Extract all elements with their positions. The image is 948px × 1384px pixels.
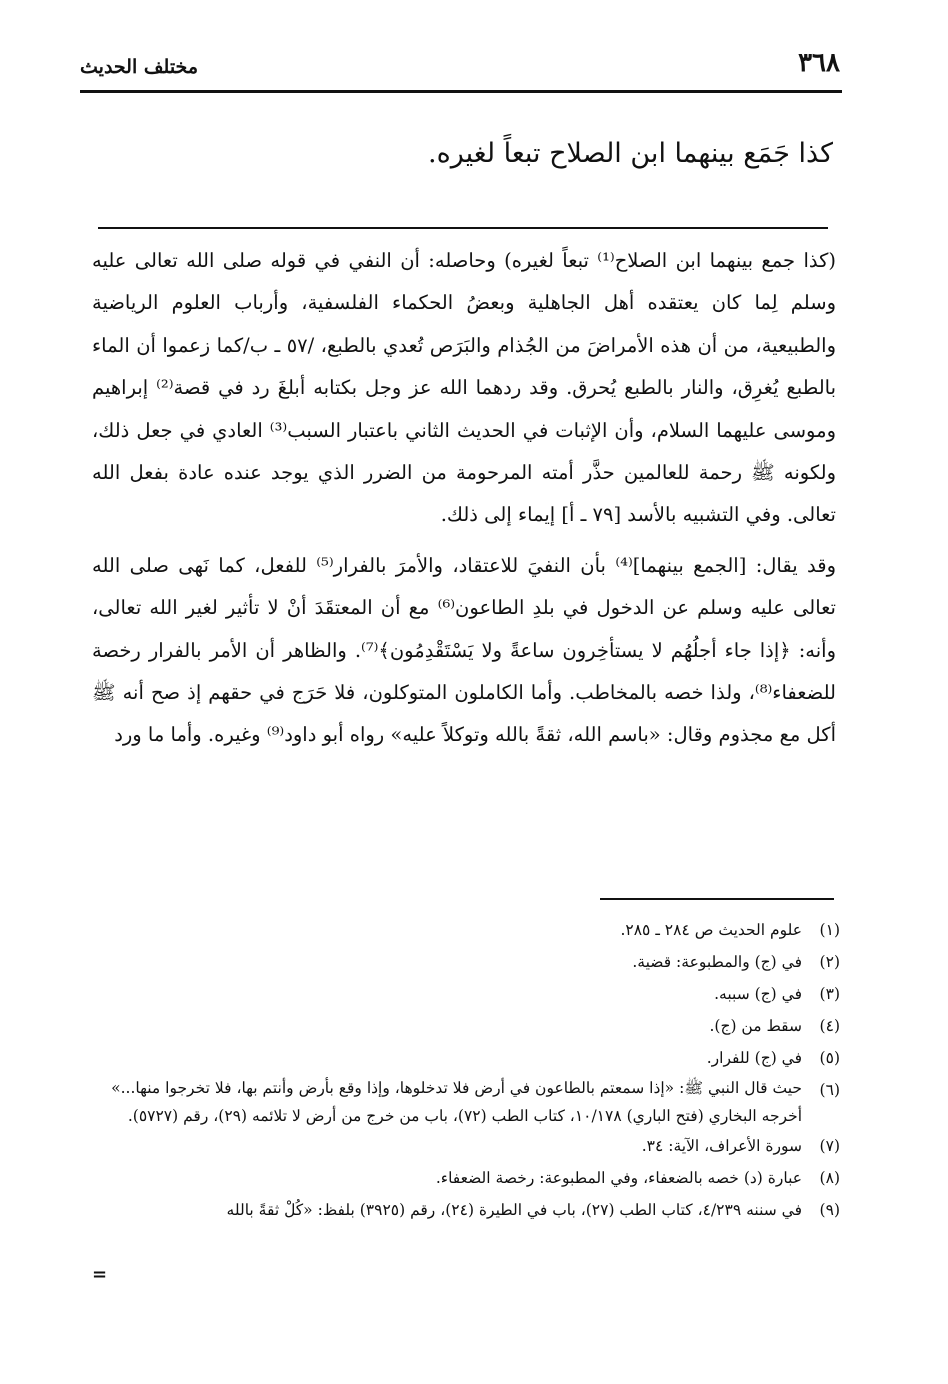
footnote-5: [80, 1042, 840, 1074]
running-title: مختلف الحديث: [80, 56, 198, 78]
footnote-3: [80, 978, 840, 1010]
footnote-text: سقط من (ج).: [709, 1017, 802, 1035]
matn-text: كذا جَمَع بينهما ابن الصلاح تبعاً لغيره.: [428, 138, 833, 169]
footnote-number: (١): [819, 921, 840, 939]
commentary: [92, 240, 836, 757]
footnote-number: (٧): [819, 1137, 840, 1155]
matn-separator: [98, 227, 828, 229]
footnotes: [80, 914, 840, 1226]
page-number: ٣٦٨: [798, 48, 840, 78]
footnote-text: في (ج) والمطبوعة: قضية.: [632, 953, 802, 971]
footnote-rule: [600, 898, 834, 900]
header-rule: [80, 90, 842, 93]
footnote-6: [80, 1074, 840, 1130]
footnote-text: في سننه ٤/٢٣٩، كتاب الطب (٢٧)، باب في الطيرة (٢٤)، رقم (٣٩٢٥) بلفظ: «كُلْ ثقةً بالله: [226, 1201, 802, 1219]
footnote-8: [80, 1162, 840, 1194]
footnote-2: [80, 946, 840, 978]
footnote-9: [80, 1194, 840, 1226]
footnote-7: [80, 1130, 840, 1162]
page-header: [80, 48, 840, 88]
footnote-4: [80, 1010, 840, 1042]
footnote-text: في (ج) سببه.: [714, 985, 802, 1003]
footnote-1: [80, 914, 840, 946]
footnote-number: (٩): [819, 1201, 840, 1219]
footnote-number: (٨): [819, 1169, 840, 1187]
continuation-mark: =: [92, 1264, 108, 1285]
footnote-number: (٤): [819, 1017, 840, 1035]
footnote-number: (٥): [819, 1049, 840, 1067]
footnote-text: سورة الأعراف، الآية: ٣٤.: [641, 1137, 802, 1155]
footnote-text: في (ج) للفرار.: [706, 1049, 802, 1067]
footnote-number: (٢): [819, 953, 840, 971]
footnote-number: (٣): [819, 985, 840, 1003]
commentary-paragraph-1: (كذا جمع بينهما ابن الصلاح⁽¹⁾ تبعاً لغيره) وحاصله: أن النفي في قوله صلى الله تعالى عليه وسلم لِما كان يعتقده أهل الجاهلية وبعضُ الحكماء الفلسفية، وأرباب العلوم الرياضية والطبيعية، من أن هذه الأمراضَ من الجُذام والبَرَص تُعدي بالطبع، /٥٧ ـ ب/كما زعموا أن الماء بالطبع يُغرِق، والنار بالطبع يُحرق. وقد ردهما الله عز وجل بكتابه أبلغَ رد في قصة⁽²⁾ إبراهيم وموسى عليهما السلام، وأن الإثبات في الحديث الثاني باعتبار السبب⁽³⁾ العادي في جعل ذلك، ولكونه ﷺ رحمة للعالمين حذَّر أمته المرحومة من الضرر الذي يوجد عنده عادة بفعل الله تعالى. وفي التشبيه بالأسد [٧٩ ـ أ] إيماء إلى ذلك.: [92, 249, 836, 527]
footnote-text: حيث قال النبي ﷺ: «إذا سمعتم بالطاعون في أرض فلا تدخلوها، وإذا وقع بأرض وأنتم بها، فلا تخرجوا منها...» أخرجه البخاري (فتح الباري) ١٠/١٧٨، كتاب الطب (٧٢)، باب من خرج من أرض لا تلائمه (٢٩)، رقم (٥٧٢٧).: [111, 1079, 802, 1125]
commentary-paragraph-2: وقد يقال: [الجمع بينهما]⁽⁴⁾ بأن النفيَ للاعتقاد، والأمرَ بالفرار⁽⁵⁾ للفعل، كما نَهى صلى الله تعالى عليه وسلم عن الدخول في بلدِ الطاعون⁽⁶⁾ مع أن المعتقَدَ أنْ لا تأثير لغير الله تعالى، وأنه: ﴿إذا جاء أجلُهُم لا يستأخِرون ساعةً ولا يَسْتَقْدِمُون﴾⁽⁷⁾. والظاهر أن الأمر بالفرار رخصة للضعفاء⁽⁸⁾، ولذا خصه بالمخاطب. وأما الكاملون المتوكلون، فلا حَرَج في حقهم إذ صح أنه ﷺ أكل مع مجذوم وقال: «باسم الله، ثقةً بالله وتوكلاً عليه» رواه أبو داود⁽⁹⁾ وغيره. وأما ما ورد: [92, 553, 837, 747]
footnote-text: علوم الحديث ص ٢٨٤ ـ ٢٨٥.: [620, 921, 802, 939]
footnote-text: عبارة (د) خصه بالضعفاء، وفي المطبوعة: رخصة الضعفاء.: [435, 1169, 802, 1187]
footnote-number: (٦): [819, 1081, 840, 1099]
